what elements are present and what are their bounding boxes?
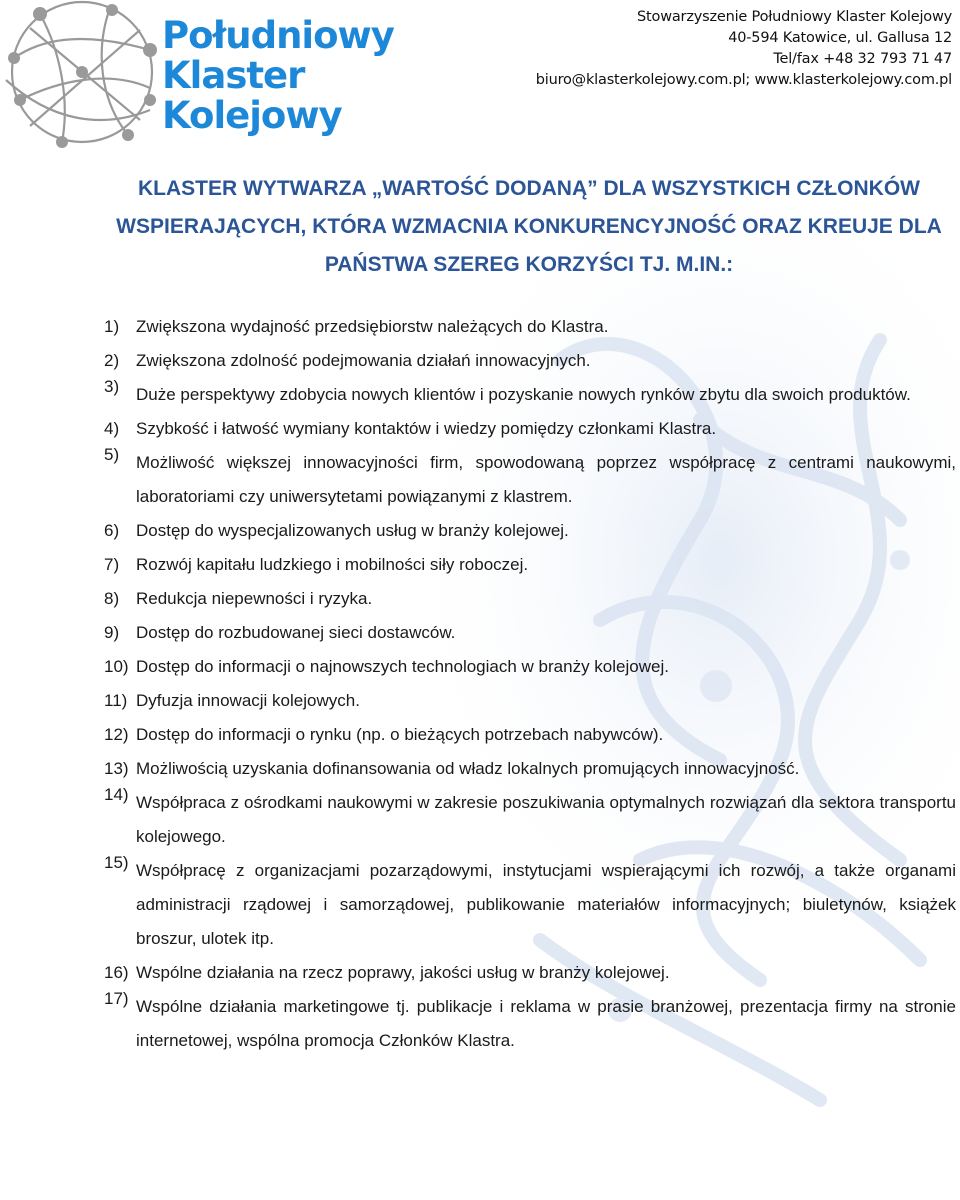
phone-fax: Tel/fax +48 32 793 71 47 [773, 51, 952, 67]
list-item [104, 964, 956, 982]
item-number: 11) [104, 691, 128, 710]
item-text: Zwiększona wydajność przedsiębiorstw należących do Klastra. [136, 317, 609, 336]
item-number: 14) [104, 785, 129, 804]
logo-line-2: Klaster [162, 54, 305, 97]
list-item [104, 624, 956, 642]
list-item [104, 378, 956, 412]
benefits-list [104, 318, 956, 1066]
list-item [104, 786, 956, 854]
list-item [104, 352, 956, 370]
item-number: 15) [104, 853, 129, 872]
logo-wordmark [162, 16, 394, 136]
item-text: Współpraca z ośrodkami naukowymi w zakresie poszukiwania optymalnych rozwiązań dla sektora transportu kolejowego. [136, 793, 956, 846]
email-website: biuro@klasterkolejowy.com.pl; www.klasterkolejowy.com.pl [535, 72, 952, 88]
item-number: 1) [104, 317, 120, 336]
list-item [104, 760, 956, 778]
heading-line-1: KLASTER WYTWARZA „WARTOŚĆ DODANĄ” DLA WSZYSTKICH CZŁONKÓW [138, 177, 920, 200]
item-number: 4) [104, 419, 120, 438]
item-number: 16) [104, 963, 129, 982]
item-text: Duże perspektywy zdobycia nowych klientów i pozyskanie nowych rynków zbytu dla swoich produktów. [136, 385, 911, 404]
list-item [104, 854, 956, 956]
list-item [104, 726, 956, 744]
item-number: 13) [104, 759, 129, 778]
list-item [104, 658, 956, 676]
item-number: 17) [104, 989, 129, 1008]
item-number: 7) [104, 555, 120, 574]
item-text: Dostęp do wyspecjalizowanych usług w branży kolejowej. [136, 521, 569, 540]
address-block [536, 7, 952, 91]
item-text: Zwiększona zdolność podejmowania działań innowacyjnych. [136, 351, 591, 370]
item-text: Współpracę z organizacjami pozarządowymi, instytucjami wspierającymi ich rozwój, a także organami administracji rządowej i samorządowej, publikowanie materiałów informacyjnych; biuletynów, książek broszur, ulotek itp. [136, 861, 956, 948]
list-item [104, 420, 956, 438]
heading-line-2: WSPIERAJĄCYCH, KTÓRA WZMACNIA KONKURENCYJNOŚĆ ORAZ KREUJE DLA [116, 215, 942, 238]
item-number: 8) [104, 589, 120, 608]
item-text: Dostęp do informacji o rynku (np. o bieżących potrzebach nabywców). [136, 725, 664, 744]
item-text: Dostęp do informacji o najnowszych technologiach w branży kolejowej. [136, 657, 669, 676]
logo-line-3: Kolejowy [162, 94, 342, 137]
list-item [104, 318, 956, 336]
item-text: Redukcja niepewności i ryzyka. [136, 589, 373, 608]
page-heading [104, 170, 954, 284]
item-text: Dyfuzja innowacji kolejowych. [136, 691, 360, 710]
list-item [104, 446, 956, 514]
item-text: Dostęp do rozbudowanej sieci dostawców. [136, 623, 456, 642]
item-text: Możliwość większej innowacyjności firm, spowodowaną poprzez współpracę z centrami naukowymi, laboratoriami czy uniwersytetami powiązanymi z klastrem. [136, 453, 956, 506]
item-number: 12) [104, 725, 129, 744]
list-item [104, 990, 956, 1058]
item-number: 2) [104, 351, 120, 370]
item-text: Rozwój kapitału ludzkiego i mobilności siły roboczej. [136, 555, 529, 574]
item-text: Szybkość i łatwość wymiany kontaktów i wiedzy pomiędzy członkami Klastra. [136, 419, 717, 438]
list-item [104, 692, 956, 710]
list-item [104, 522, 956, 540]
street-address: 40-594 Katowice, ul. Gallusa 12 [728, 30, 952, 46]
item-number: 5) [104, 445, 120, 464]
item-number: 6) [104, 521, 120, 540]
list-item [104, 556, 956, 574]
heading-line-3: PAŃSTWA SZEREG KORZYŚCI TJ. M.IN.: [324, 253, 734, 276]
item-text: Możliwością uzyskania dofinansowania od władz lokalnych promujących innowacyjność. [136, 759, 800, 778]
organization-name: Stowarzyszenie Południowy Klaster Kolejowy [637, 9, 952, 25]
item-number: 3) [104, 377, 120, 396]
logo-line-1: Południowy [162, 14, 394, 57]
item-number: 10) [104, 657, 129, 676]
item-text: Wspólne działania na rzecz poprawy, jakości usług w branży kolejowej. [136, 963, 670, 982]
list-item [104, 590, 956, 608]
item-number: 9) [104, 623, 120, 642]
item-text: Wspólne działania marketingowe tj. publikacje i reklama w prasie branżowej, prezentacja firmy na stronie internetowej, wspólna promocja Członków Klastra. [136, 997, 956, 1050]
